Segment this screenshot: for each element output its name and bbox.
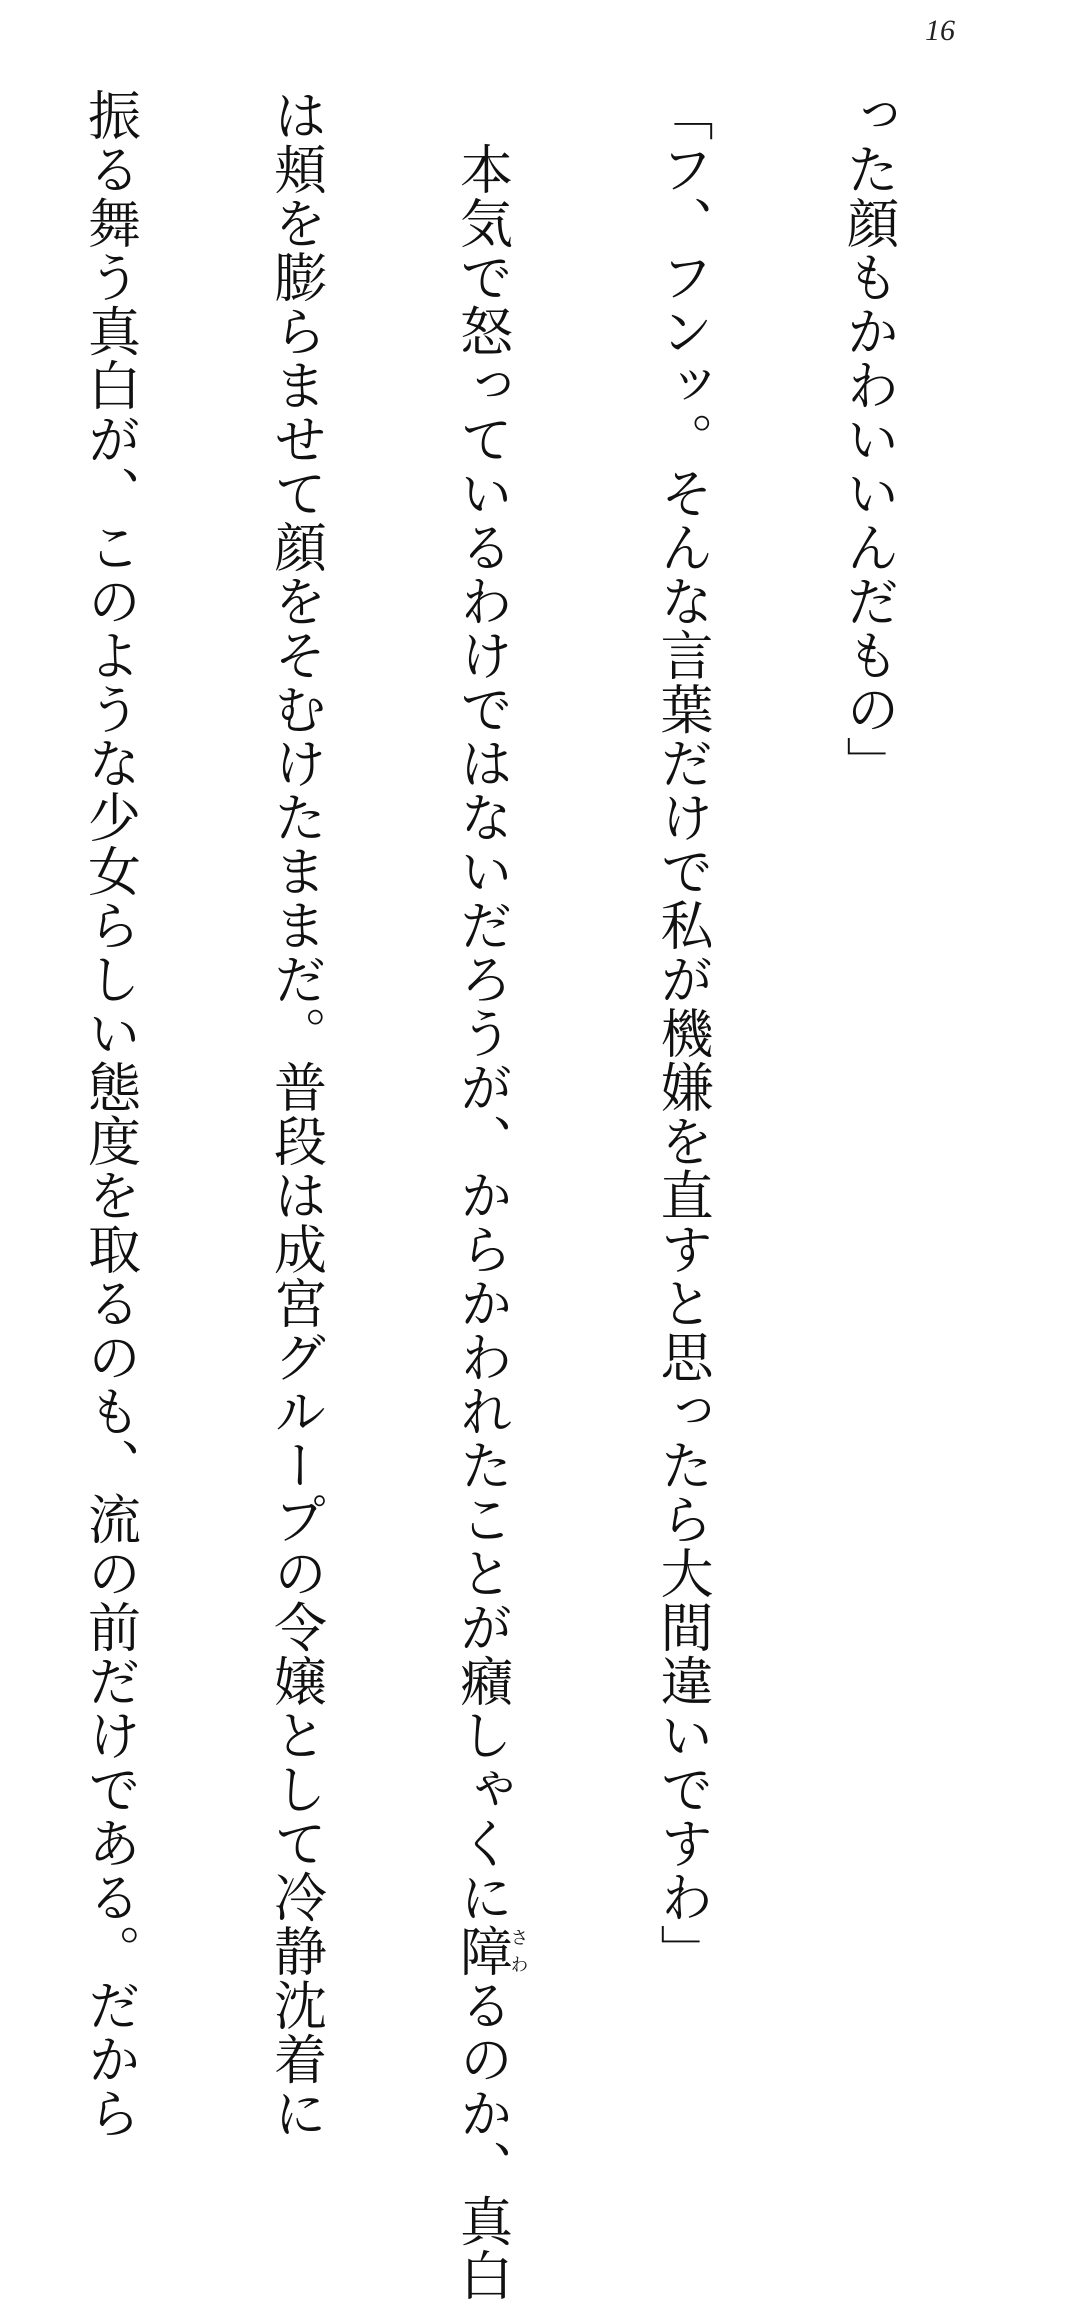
text-line: 「フ、フンッ。そんな言葉だけで私が機嫌を直すと思ったら大間違いですわ」: [652, 88, 713, 1978]
text-line-continuation: った顔もかわいいんだもの」: [838, 88, 899, 790]
ruby-annotation: 障さわ: [451, 1924, 529, 1978]
text-line: は頬を膨らませて顔をそむけたままだ。普段は成宮グループの令嬢として冷静沈着に: [265, 88, 327, 2140]
vertical-text-body: [0, 88, 1023, 2302]
page-number: 16: [925, 14, 955, 47]
text-line: 振る舞う真白が、このような少女らしい態度を取るのも、流の前だけである。だから: [79, 88, 141, 2140]
text-line: 本気で怒っているわけではないだろうが、からかわれたことが癪しゃくに障さわるのか、真白: [451, 88, 529, 2302]
